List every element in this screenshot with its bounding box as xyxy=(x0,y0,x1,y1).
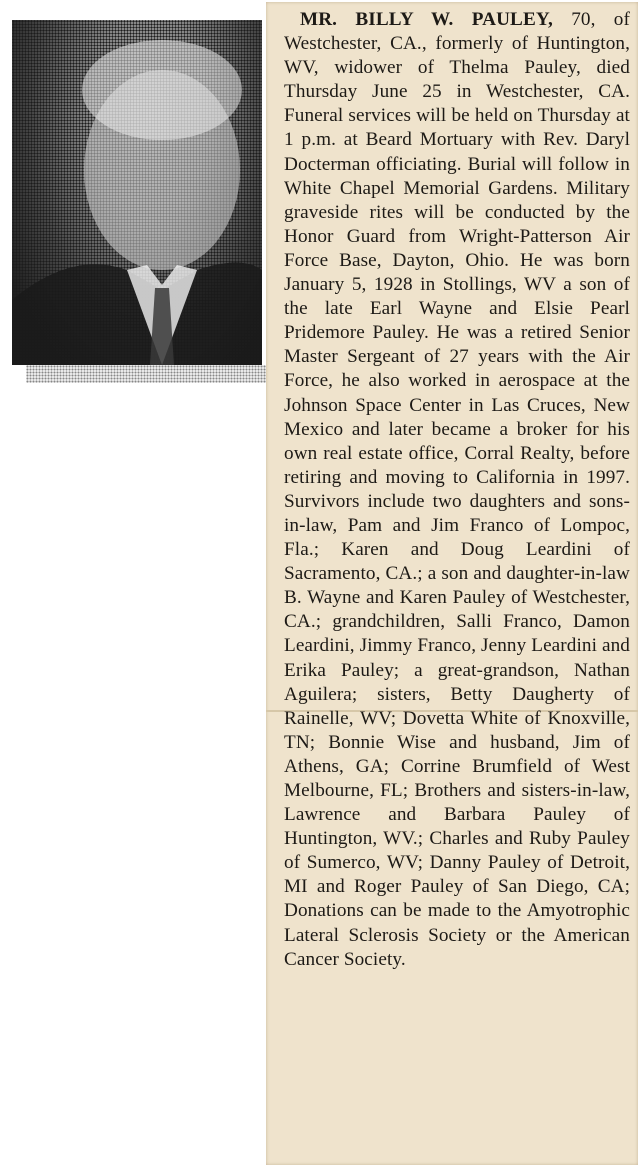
obituary-body: 70, of Westchester, CA., formerly of Huntington, WV, widower of Thelma Pauley, died Thursday June 25 in Westchester, CA. Funeral services will be held on Thursday at 1 p.m. at Beard Mortuary with Rev. Daryl Docterman officiating. Burial will follow in White Chapel Memorial Gardens. Military graveside rites will be conducted by the Honor Guard from Wright-Patterson Air Force Base, Dayton, Ohio. He was born January 5, 1928 in Stollings, WV a son of the late Earl Wayne and Elsie Pearl Pridemore Pauley. He was a retired Senior Master Sergeant of 27 years with the Air Force, he also worked in aerospace at the Johnson Space Center in Las Cruces, New Mexico and later became a broker for his own real estate office, Corral Realty, before retiring and moving to California in 1997. Survivors include two daughters and sons-in-law, Pam and Jim Franco of Lompoc, Fla.; Karen and Doug Leardini of Sacramento, CA.; a son and daughter-in-law B. Wayne and Karen Pauley of Westchester, CA.; grandchildren, Salli Franco, Damon Leardini, Jimmy Franco, Jenny Leardini and Erika Pauley; a great-grandson, Nathan Aguilera; sisters, Betty Daugherty of Rainelle, WV; Dovetta White of Knoxville, TN; Bonnie Wise and husband, Jim of Athens, GA; Corrine Brumfield of West Melbourne, FL; Brothers and sisters-in-law, Lawrence and Barbara Pauley of Huntington, WV.; Charles and Ruby Pauley of Sumerco, WV; Danny Pauley of Detroit, MI and Roger Pauley of San Diego, CA; Donations can be made to the Amyotrophic Lateral Sclerosis Society or the American Cancer Society. xyxy=(284,9,630,970)
newspaper-clipping xyxy=(266,2,638,1165)
photo-shadow xyxy=(26,365,266,383)
obituary-name: MR. BILLY W. PAULEY, xyxy=(300,9,553,30)
portrait-photo-frame xyxy=(8,20,264,380)
obituary-text xyxy=(284,8,630,972)
portrait-silhouette xyxy=(12,20,262,365)
portrait-photo xyxy=(12,20,262,365)
